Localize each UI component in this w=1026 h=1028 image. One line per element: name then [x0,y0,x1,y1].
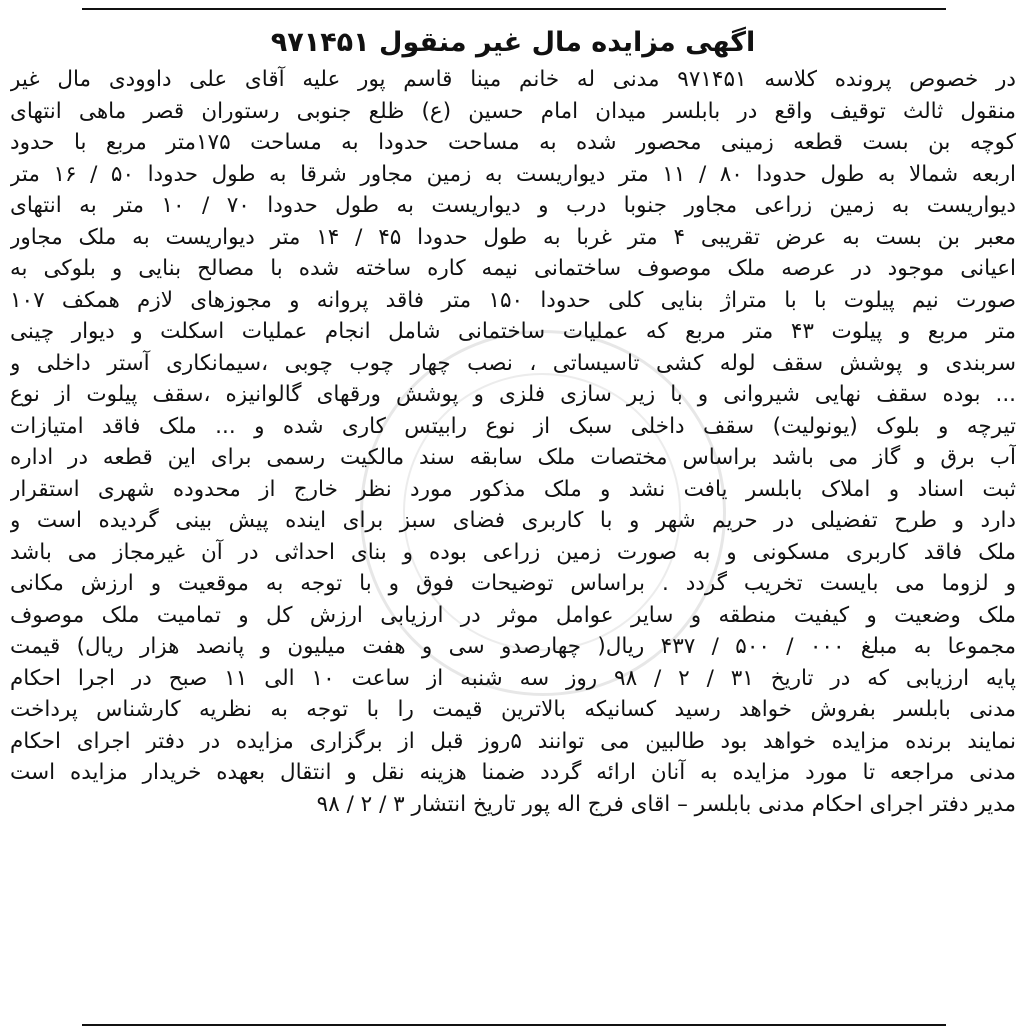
notice-line: کوچه بن بست قطعه زمینی محصور شده به مساحت حدودا به مساحت ۱۷۵متر مربع با حدود [10,130,1016,155]
notice-line: نمایند برنده مزایده خواهد بود طالبین می توانند ۵روز قبل از برگزاری مزایده در دفتر اجرای احکام [10,728,1016,754]
notice-line: در خصوص پرونده کلاسه ۹۷۱۴۵۱ مدنی له خانم مینا قاسم پور علیه آقای علی داوودی مال غیر [10,67,1016,92]
notice-line: سربندی و پوشش سقف لوله کشی تاسیساتی ، نصب چهار چوب چوبی ،سیمانکاری آستر داخلی و [10,350,1016,376]
notice-line: دیواریست به زمین زراعی مجاور جنوبا درب و دیواریست به طول حدودا ۷۰ / ۱۰ متر به انتهای [10,193,1016,218]
notice-line: پایه ارزیابی که در تاریخ ۳۱ / ۲ / ۹۸ روز سه شنبه از ساعت ۱۰ الی ۱۱ صبح در اجرا احکام [10,665,1016,691]
notice-line: مدنی مراجعه تا مورد مزایده به آنان ارائه گردد ضمنا هزینه نقل و انتقال بعهده خریدار مزایده است [10,760,1016,785]
notice-line: اربعه شمالا به طول حدودا ۸۰ / ۱۱ متر دیواریست به زمین مجاور شرقا به طول حدودا ۵۰ / ۱۶ متر [10,161,1016,187]
notice-line: مجموعا به مبلغ ۰۰۰ / ۵۰۰ / ۴۳۷ ریال( چهارصدو سی و هفت میلیون و پانصد هزار ریال) قیمت [10,634,1016,659]
top-rule [82,8,946,10]
bottom-rule [82,1024,946,1026]
notice-line: منقول ثالث توقیف واقع در بابلسر میدان امام حسین (ع) ظلع جنوبی رستوران قصر ماهی انتهای [10,98,1016,124]
notice-line: ملک وضعیت و کیفیت منطقه و سایر عوامل موثر در ارزیابی ارزش کل و تمامیت ملک موصوف [10,602,1016,628]
notice-line: ثبت اسناد و املاک بابلسر یافت نشد و ملک مذکور مورد نظر خارج از محدوده شهری استقرار [10,476,1016,502]
notice-line: ... بوده سقف نهایی شیروانی و با زیر سازی فلزی و پوشش ورقهای گالوانیزه ،سقف پیلوت از نوع [10,382,1016,407]
notice-line: و لزوما می بایست تخریب گردد . براساس توضیحات فوق و با توجه به موقعیت و ارزش مکانی [10,571,1016,596]
notice-title: اگهی مزایده مال غیر منقول ۹۷۱۴۵۱ [270,27,756,58]
notice-line: اعیانی موجود در عرصه ملک موصوف ساختمانی نیمه کاره ساخته شده با مصالح بنایی و بلوکی به [10,256,1016,281]
notice-line: ملک فاقد کاربری مسکونی و به صورت زمین زراعی بوده و بنای احداثی در آن غیرمجاز می باشد [10,539,1016,565]
notice-line: صورت نیم پیلوت با با متراژ بنایی کلی حدودا ۱۵۰ متر فاقد پروانه و مجوزهای لازم همکف ۱۰۷ [10,287,1016,313]
notice-line: مدنی بابلسر بفروش خواهد رسید کسانیکه بالاترین قیمت را با توجه به نظریه کارشناس پرداخت [10,697,1016,722]
notice-line: آب برق و گاز می باشد براساس مختصات ملک سابقه سند مالکیت رسمی برای این قطعه در اداره [10,445,1016,470]
notice-line: دارد و طرح تفضیلی در حریم شهر و با کاربری فضای سبز برای اینده پیش بینی گردیده است و [10,508,1016,533]
notice-line: متر مربع و پیلوت ۴۳ متر مربع که عملیات ساختمانی شامل انجام عملیات اسکلت و دیوار چینی [10,319,1016,344]
notice-line: معبر بن بست به عرض تقریبی ۴ متر غربا به طول حدودا ۴۵ / ۱۴ متر دیواریست به ملک مجاور [10,224,1016,250]
notice-line: تیرچه و بلوک (یونولیت) سقف داخلی سبک از نوع رابیتس کاری شده و ... ملک فاقد امتیازات [10,413,1016,439]
notice-body [10,64,1016,820]
notice-signature-line: مدیر دفتر اجرای احکام مدنی بابلسر – اقای فرج اله پور تاریخ انتشار ۳ / ۲ / ۹۸ [316,791,1016,817]
